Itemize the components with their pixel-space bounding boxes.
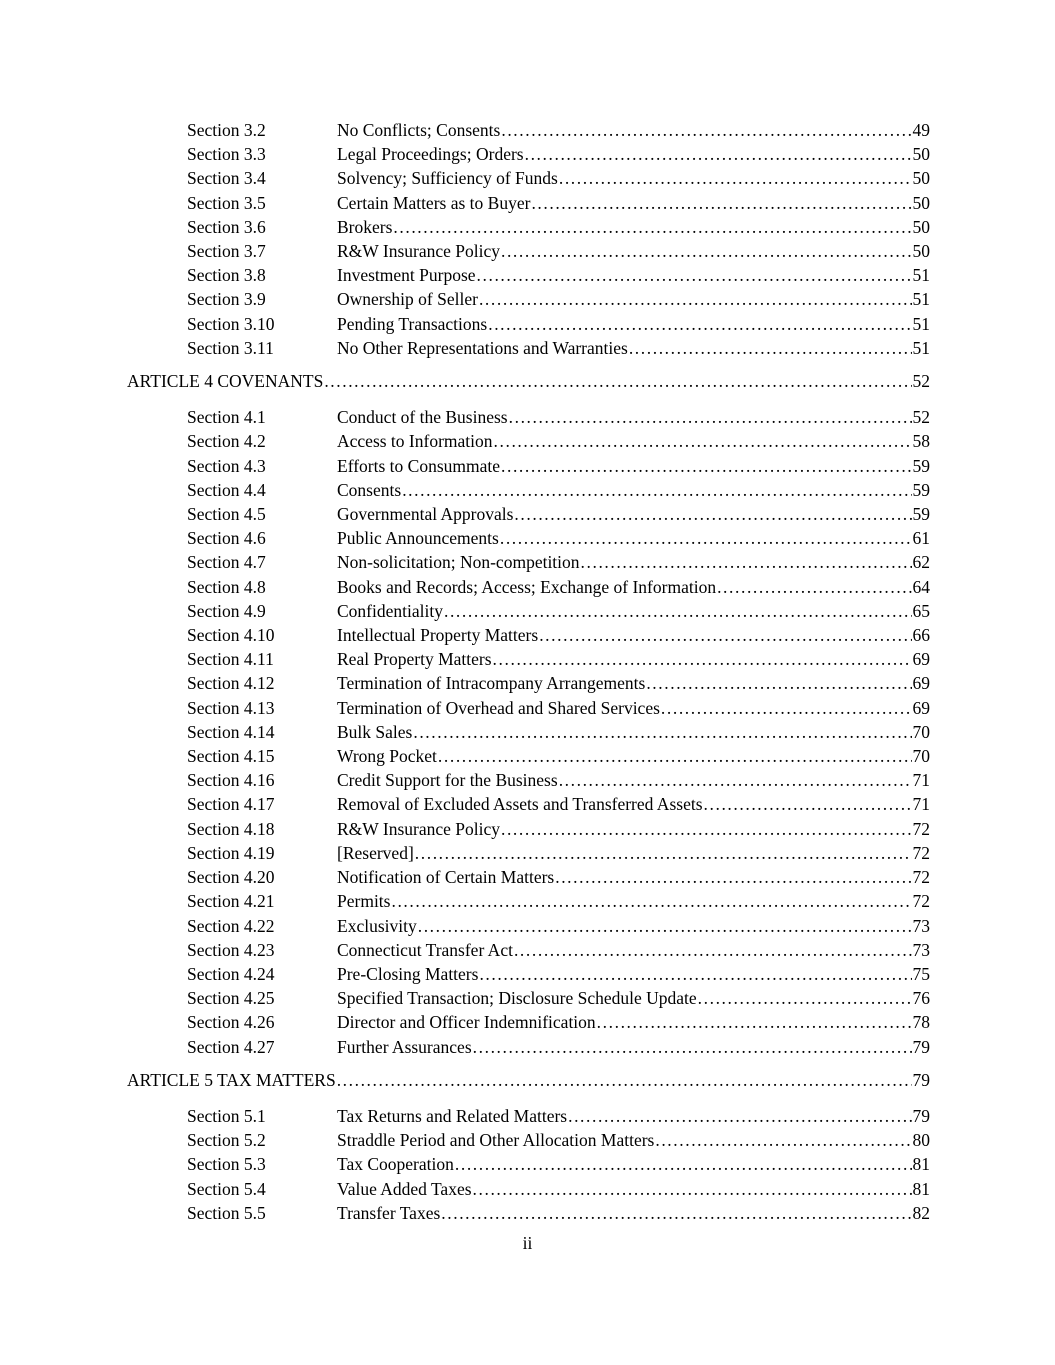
- dot-leader: [581, 550, 912, 574]
- toc-entry-title: Real Property Matters: [337, 649, 492, 670]
- toc-section-entry: [127, 768, 930, 792]
- toc-entry-title: Bulk Sales: [337, 721, 413, 742]
- dot-leader: [500, 526, 912, 550]
- toc-entry-title: Transfer Taxes: [337, 1202, 441, 1223]
- dot-leader: [444, 599, 912, 623]
- toc-entry-title: Removal of Excluded Assets and Transferred Assets: [337, 794, 703, 815]
- dot-leader: [559, 768, 912, 792]
- toc-entry-title: Ownership of Seller: [337, 289, 478, 310]
- toc-entry-page: 82: [912, 1202, 930, 1223]
- toc-section-entry: [127, 550, 930, 574]
- dot-leader: [501, 239, 912, 263]
- toc-entry-page: 75: [912, 963, 930, 984]
- toc-section-entry: [127, 720, 930, 744]
- toc-entry-label: Section 4.7: [187, 552, 266, 573]
- toc-entry-page: 62: [912, 552, 930, 573]
- toc-entry-page: 61: [912, 528, 930, 549]
- toc-entry-label: Section 3.9: [187, 289, 266, 310]
- toc-entry-title: Pre-Closing Matters: [337, 963, 479, 984]
- dot-leader: [661, 696, 912, 720]
- toc-entry-label: Section 5.1: [187, 1105, 266, 1126]
- toc-entry-label: Section 4.16: [187, 770, 275, 791]
- toc-entry-page: 51: [912, 265, 930, 286]
- dot-leader: [479, 962, 911, 986]
- toc-entry-title: Tax Cooperation: [337, 1154, 454, 1175]
- toc-section-entry: [127, 792, 930, 816]
- toc-entry-label: Section 3.4: [187, 168, 266, 189]
- toc-entry-title: Pending Transactions: [337, 313, 488, 334]
- toc-entry-label: Section 3.3: [187, 144, 266, 165]
- toc-entry-page: 50: [912, 192, 930, 213]
- toc-entry-label: Section 4.27: [187, 1036, 275, 1057]
- toc-section-entry: [127, 1104, 930, 1128]
- toc-entry-label: Section 4.11: [187, 649, 274, 670]
- toc-entry-label: Section 4.22: [187, 915, 275, 936]
- toc-entry-page: 80: [912, 1130, 930, 1151]
- toc-entry-label: Section 4.3: [187, 455, 266, 476]
- dot-leader: [393, 215, 911, 239]
- toc-entry-label: Section 3.8: [187, 265, 266, 286]
- toc-entry-title: Termination of Intracompany Arrangements: [337, 673, 646, 694]
- toc-entry-label: Section 4.10: [187, 625, 275, 646]
- toc-entry-page: 71: [912, 794, 930, 815]
- toc-entry-title: Confidentiality: [337, 600, 443, 621]
- toc-entry-page: 69: [912, 697, 930, 718]
- toc-entry-title: Tax Returns and Related Matters: [337, 1105, 568, 1126]
- toc-entry-title: Termination of Overhead and Shared Services: [337, 697, 660, 718]
- toc-entry-title: Connecticut Transfer Act: [337, 939, 513, 960]
- toc-entry-title: ARTICLE 4 COVENANTS: [127, 371, 324, 392]
- toc-entry-title: Non-solicitation; Non-competition: [337, 552, 580, 573]
- toc-entry-title: ARTICLE 5 TAX MATTERS: [127, 1069, 336, 1090]
- toc-entry-label: Section 4.24: [187, 963, 275, 984]
- toc-entry-title: Solvency; Sufficiency of Funds: [337, 168, 558, 189]
- dot-leader: [568, 1104, 911, 1128]
- toc-entry-page: 50: [912, 241, 930, 262]
- toc-section-entry: [127, 142, 930, 166]
- toc-entry-title: Intellectual Property Matters: [337, 625, 539, 646]
- toc-section-entry: [127, 575, 930, 599]
- toc-entry-title: Investment Purpose: [337, 265, 476, 286]
- toc-article-entry: [127, 1068, 930, 1092]
- toc-section-entry: [127, 429, 930, 453]
- toc-entry-label: Section 4.1: [187, 407, 266, 428]
- toc-entry-title: Director and Officer Indemnification: [337, 1012, 596, 1033]
- toc-entry-page: 79: [912, 1069, 930, 1090]
- dot-leader: [629, 336, 912, 360]
- dot-leader: [704, 792, 912, 816]
- toc-entry-label: Section 5.3: [187, 1154, 266, 1175]
- dot-leader: [477, 263, 912, 287]
- toc-section-entry: [127, 1152, 930, 1176]
- toc-article-entry: [127, 369, 930, 393]
- dot-leader: [655, 1128, 911, 1152]
- toc-entry-page: 50: [912, 216, 930, 237]
- toc-entry-title: Brokers: [337, 216, 393, 237]
- toc-entry-label: Section 3.5: [187, 192, 266, 213]
- dot-leader: [597, 1010, 912, 1034]
- toc-section-entry: [127, 1035, 930, 1059]
- toc-entry-title: Value Added Taxes: [337, 1178, 472, 1199]
- dot-leader: [559, 166, 912, 190]
- toc-entry-title: Notification of Certain Matters: [337, 867, 555, 888]
- dot-leader: [413, 720, 911, 744]
- toc-entry-title: Further Assurances: [337, 1036, 472, 1057]
- toc-section-entry: [127, 914, 930, 938]
- toc-entry-label: Section 3.10: [187, 313, 275, 334]
- dot-leader: [337, 1068, 912, 1092]
- toc-entry-label: Section 4.23: [187, 939, 275, 960]
- toc-entry-title: Wrong Pocket: [337, 746, 437, 767]
- toc-section-entry: [127, 865, 930, 889]
- footer-page-number: ii: [522, 1233, 533, 1253]
- dot-leader: [438, 744, 912, 768]
- toc-entry-title: Governmental Approvals: [337, 504, 514, 525]
- toc-section-entry: [127, 1201, 930, 1225]
- toc-entry-page: 76: [912, 988, 930, 1009]
- toc-section-entry: [127, 405, 930, 429]
- dot-leader: [473, 1035, 912, 1059]
- toc-entry-page: 59: [912, 479, 930, 500]
- toc-section-entry: [127, 239, 930, 263]
- toc-section-entry: [127, 118, 930, 142]
- toc-entry-title: R&W Insurance Policy: [337, 818, 500, 839]
- toc-entry-page: 69: [912, 673, 930, 694]
- toc-entry-title: Straddle Period and Other Allocation Matters: [337, 1130, 655, 1151]
- toc-entry-page: 64: [912, 576, 930, 597]
- toc-section-entry: [127, 166, 930, 190]
- toc-entry-page: 72: [912, 818, 930, 839]
- toc-entry-label: Section 3.2: [187, 120, 266, 140]
- toc-entry-title: Legal Proceedings; Orders: [337, 144, 524, 165]
- toc-entry-page: 70: [912, 746, 930, 767]
- toc-section-entry: [127, 696, 930, 720]
- toc-section-entry: [127, 454, 930, 478]
- toc-entry-title: Conduct of the Business: [337, 407, 508, 428]
- toc-section-entry: [127, 889, 930, 913]
- toc-entry-page: 79: [912, 1105, 930, 1126]
- toc-entry-page: 79: [912, 1036, 930, 1057]
- dot-leader: [514, 502, 911, 526]
- toc-entry-page: 49: [912, 120, 930, 140]
- toc-entry-page: 81: [912, 1154, 930, 1175]
- toc-entry-page: 78: [912, 1012, 930, 1033]
- toc-section-entry: [127, 1177, 930, 1201]
- toc-entry-title: Permits: [337, 891, 391, 912]
- toc-section-entry: [127, 526, 930, 550]
- page-footer: [0, 1231, 1055, 1255]
- toc-section-entry: [127, 647, 930, 671]
- toc-entry-label: Section 4.5: [187, 504, 266, 525]
- toc-entry-title: Consents: [337, 479, 402, 500]
- toc-entry-label: Section 4.15: [187, 746, 275, 767]
- dot-leader: [555, 865, 911, 889]
- toc-entry-title: Efforts to Consummate: [337, 455, 500, 476]
- dot-leader: [455, 1152, 912, 1176]
- dot-leader: [488, 312, 911, 336]
- dot-leader: [646, 671, 911, 695]
- toc-section-entry: [127, 502, 930, 526]
- dot-leader: [525, 142, 912, 166]
- toc-entry-label: Section 5.2: [187, 1130, 266, 1151]
- toc-section-entry: [127, 215, 930, 239]
- toc-section-entry: [127, 1128, 930, 1152]
- toc-entry-page: 66: [912, 625, 930, 646]
- toc-section-entry: [127, 287, 930, 311]
- toc-entry-page: 72: [912, 842, 930, 863]
- toc-entry-page: 71: [912, 770, 930, 791]
- toc-entry-page: 51: [912, 337, 930, 358]
- toc-entry-title: [Reserved]: [337, 842, 414, 863]
- dot-leader: [531, 191, 911, 215]
- toc-section-entry: [127, 191, 930, 215]
- toc-entry-label: Section 4.17: [187, 794, 275, 815]
- dot-leader: [415, 841, 912, 865]
- toc-entry-page: 59: [912, 455, 930, 476]
- dot-leader: [391, 889, 911, 913]
- toc-section-entry: [127, 938, 930, 962]
- toc-entry-label: Section 4.20: [187, 867, 275, 888]
- toc-entry-page: 52: [912, 371, 930, 392]
- toc-entry-page: 73: [912, 915, 930, 936]
- toc-entry-label: Section 4.12: [187, 673, 275, 694]
- toc-entry-page: 51: [912, 289, 930, 310]
- toc-section-entry: [127, 962, 930, 986]
- toc-section-entry: [127, 841, 930, 865]
- toc-entry-title: Public Announcements: [337, 528, 499, 549]
- toc-entry-label: Section 4.19: [187, 842, 275, 863]
- toc-section-entry: [127, 1010, 930, 1034]
- toc-entry-label: Section 4.6: [187, 528, 266, 549]
- toc-entry-title: R&W Insurance Policy: [337, 241, 500, 262]
- toc-entry-page: 70: [912, 721, 930, 742]
- toc-entry-page: 50: [912, 168, 930, 189]
- toc-entry-label: Section 3.6: [187, 216, 266, 237]
- dot-leader: [539, 623, 911, 647]
- table-of-contents: [127, 118, 930, 1225]
- dot-leader: [501, 118, 911, 142]
- toc-entry-page: 50: [912, 144, 930, 165]
- toc-entry-title: Specified Transaction; Disclosure Schedule Update: [337, 988, 697, 1009]
- toc-entry-title: Exclusivity: [337, 915, 417, 936]
- toc-entry-label: Section 5.5: [187, 1202, 266, 1223]
- toc-entry-page: 72: [912, 867, 930, 888]
- toc-entry-title: No Other Representations and Warranties: [337, 337, 628, 358]
- toc-entry-label: Section 4.14: [187, 721, 275, 742]
- toc-section-entry: [127, 312, 930, 336]
- toc-entry-label: Section 4.4: [187, 479, 266, 500]
- toc-entry-label: Section 4.26: [187, 1012, 275, 1033]
- toc-section-entry: [127, 986, 930, 1010]
- toc-entry-title: Access to Information: [337, 431, 493, 452]
- toc-entry-label: Section 3.11: [187, 337, 274, 358]
- toc-entry-label: Section 4.21: [187, 891, 275, 912]
- dot-leader: [501, 454, 912, 478]
- dot-leader: [473, 1177, 912, 1201]
- toc-section-entry: [127, 478, 930, 502]
- toc-entry-page: 58: [912, 431, 930, 452]
- dot-leader: [717, 575, 911, 599]
- toc-entry-page: 69: [912, 649, 930, 670]
- dot-leader: [402, 478, 911, 502]
- toc-entry-page: 51: [912, 313, 930, 334]
- toc-entry-label: Section 4.9: [187, 600, 266, 621]
- toc-entry-label: Section 5.4: [187, 1178, 266, 1199]
- dot-leader: [441, 1201, 911, 1225]
- dot-leader: [479, 287, 912, 311]
- dot-leader: [514, 938, 912, 962]
- toc-section-entry: [127, 263, 930, 287]
- toc-section-entry: [127, 336, 930, 360]
- dot-leader: [418, 914, 912, 938]
- toc-entry-label: Section 4.13: [187, 697, 275, 718]
- toc-section-entry: [127, 817, 930, 841]
- toc-entry-label: Section 3.7: [187, 241, 266, 262]
- toc-entry-title: Books and Records; Access; Exchange of Information: [337, 576, 717, 597]
- dot-leader: [493, 647, 912, 671]
- toc-entry-title: No Conflicts; Consents: [337, 120, 501, 140]
- toc-entry-page: 52: [912, 407, 930, 428]
- toc-entry-label: Section 4.25: [187, 988, 275, 1009]
- toc-entry-page: 73: [912, 939, 930, 960]
- dot-leader: [324, 369, 911, 393]
- toc-section-entry: [127, 623, 930, 647]
- toc-section-entry: [127, 599, 930, 623]
- toc-entry-title: Certain Matters as to Buyer: [337, 192, 531, 213]
- toc-entry-label: Section 4.8: [187, 576, 266, 597]
- toc-section-entry: [127, 671, 930, 695]
- dot-leader: [698, 986, 912, 1010]
- toc-entry-page: 65: [912, 600, 930, 621]
- toc-entry-page: 81: [912, 1178, 930, 1199]
- toc-entry-label: Section 4.2: [187, 431, 266, 452]
- toc-entry-label: Section 4.18: [187, 818, 275, 839]
- toc-entry-page: 59: [912, 504, 930, 525]
- dot-leader: [494, 429, 912, 453]
- toc-section-entry: [127, 744, 930, 768]
- dot-leader: [509, 405, 912, 429]
- toc-entry-page: 72: [912, 891, 930, 912]
- toc-entry-title: Credit Support for the Business: [337, 770, 558, 791]
- dot-leader: [501, 817, 912, 841]
